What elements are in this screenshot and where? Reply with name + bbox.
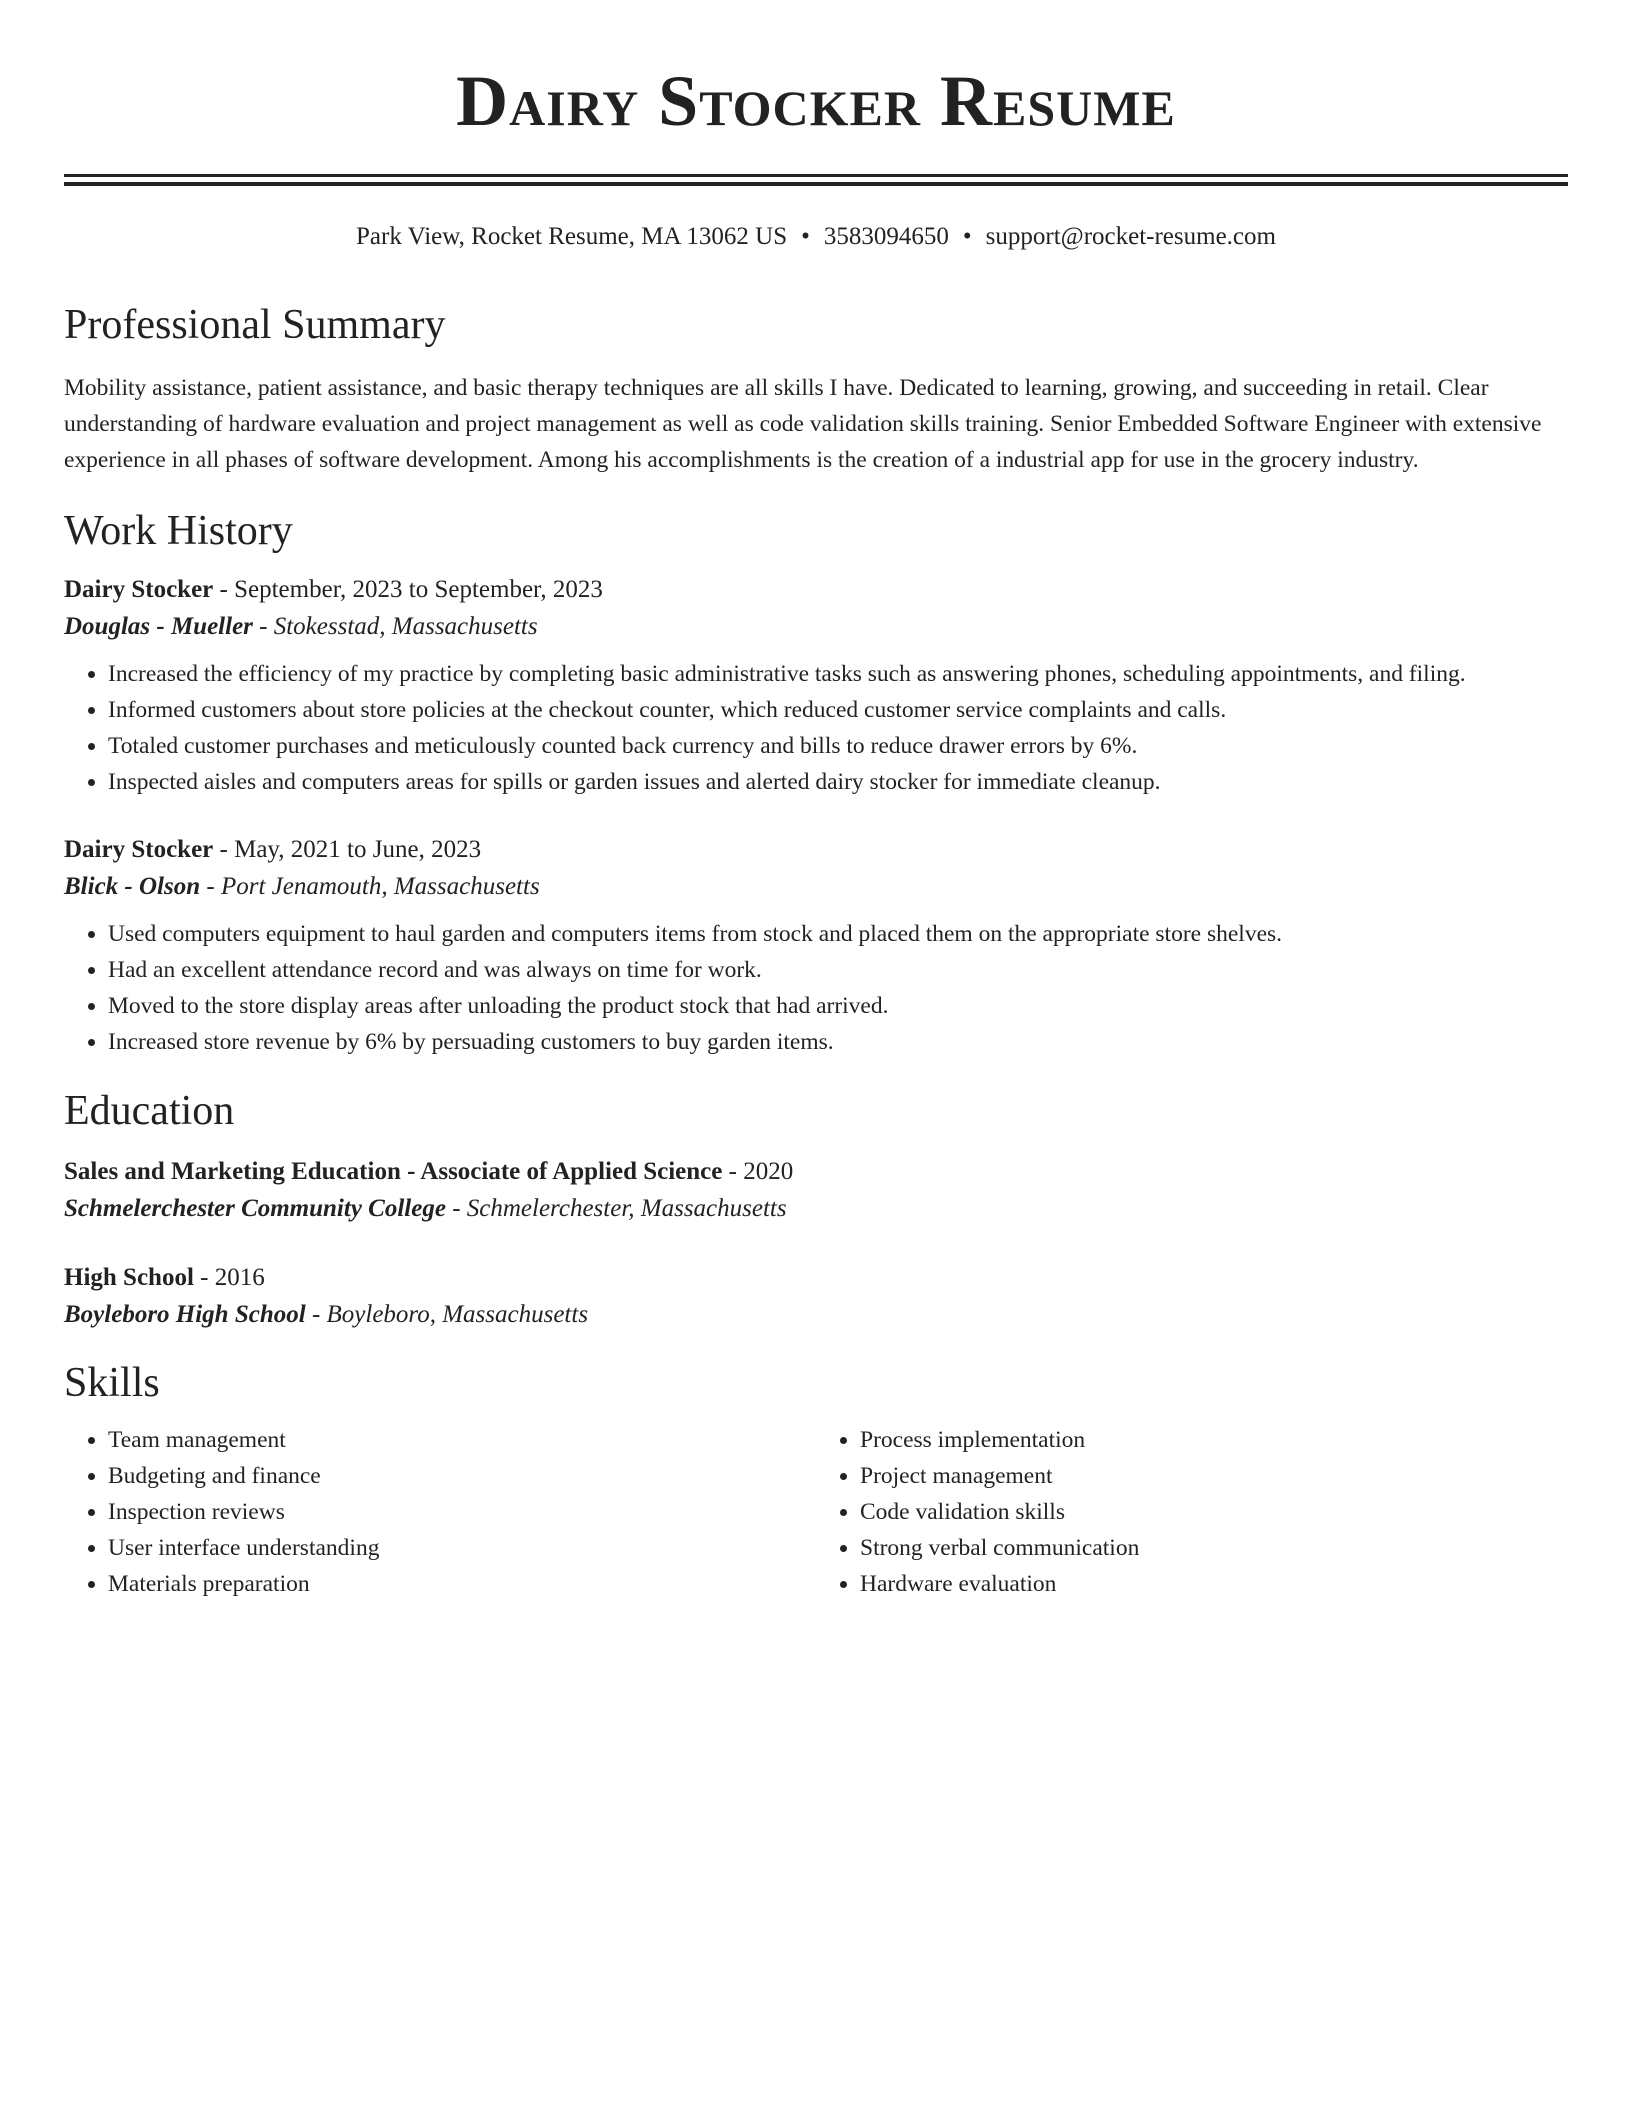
skills-list-right [816,1422,1568,1602]
job-entry [64,572,1568,800]
skills-grid [64,1422,1568,1602]
skills-section [64,1356,1568,1602]
resume-title: Dairy Stocker Resume [456,61,1176,141]
job-location: Stokesstad, Massachusetts [273,613,538,640]
job-company: Douglas - Mueller [64,613,253,640]
education-degree-line: Sales and Marketing Education - Associate of Applied Science - 2020 [64,1158,794,1185]
job-entry [64,832,1568,1060]
education-heading: Education [64,1088,235,1134]
skill-item: • User interface understanding [108,1530,816,1566]
contact-email: support@rocket-resume.com [985,223,1276,250]
education-year: 2016 [214,1264,265,1291]
skills-list-left [64,1422,816,1602]
education-school: Boyleboro High School [64,1301,306,1328]
education-location: Schmelerchester, Massachusetts [466,1195,787,1222]
skill-item: • Strong verbal communication [860,1530,1568,1566]
work-history-section [64,504,1568,1060]
education-location: Boyleboro, Massachusetts [326,1301,589,1328]
job-bullet: • Used computers equipment to haul garden and computers items from stock and placed them on the appropriate store shelves. [108,916,1568,952]
contact-phone: 3583094650 [823,223,949,250]
skill-item: • Hardware evaluation [860,1566,1568,1602]
education-degree: Sales and Marketing Education - Associate of Applied Science [64,1158,723,1185]
job-bullet: • Had an excellent attendance record and was always on time for work. [108,952,1568,988]
skill-item: • Project management [860,1458,1568,1494]
skill-item: • Team management [108,1422,816,1458]
job-title-line: Dairy Stocker - May, 2021 to June, 2023 [64,836,482,863]
skill-item: • Materials preparation [108,1566,816,1602]
job-title: Dairy Stocker [64,836,214,863]
education-year: 2020 [743,1158,794,1185]
work-history-heading: Work History [64,508,293,554]
education-school: Schmelerchester Community College [64,1195,446,1222]
education-entry [64,1154,1568,1228]
education-degree-line: High School - 2016 [64,1264,265,1291]
job-title-line: Dairy Stocker - September, 2023 to September, 2023 [64,576,603,603]
skills-heading: Skills [64,1360,160,1406]
job-company-line: Douglas - Mueller - Stokesstad, Massachusetts [64,613,538,640]
title-divider [64,174,1568,186]
job-bullet: • Increased store revenue by 6% by persuading customers to buy garden items. [108,1024,1568,1060]
education-school-line: Boyleboro High School - Boyleboro, Massachusetts [64,1301,589,1328]
skill-item: • Process implementation [860,1422,1568,1458]
summary-heading: Professional Summary [64,302,446,348]
education-section [64,1084,1568,1334]
skill-item: • Budgeting and finance [108,1458,816,1494]
job-bullet: • Moved to the store display areas after unloading the product stock that had arrived. [108,988,1568,1024]
job-dates: May, 2021 to June, 2023 [234,836,482,863]
job-company: Blick - Olson [64,873,201,900]
job-bullet: • Informed customers about store policies at the checkout counter, which reduced customer service complaints and calls. [108,692,1568,728]
contact-separator: • [801,223,810,250]
education-school-line: Schmelerchester Community College - Schmelerchester, Massachusetts [64,1195,787,1222]
contact-line [64,220,1568,254]
job-bullet: • Inspected aisles and computers areas for spills or garden issues and alerted dairy stocker for immediate cleanup. [108,764,1568,800]
education-degree: High School [64,1264,194,1291]
job-dates: September, 2023 to September, 2023 [234,576,603,603]
contact-separator: • [962,223,972,250]
job-bullet: • Totaled customer purchases and meticulously counted back currency and bills to reduce drawer errors by 6%. [108,728,1568,764]
education-entry [64,1260,1568,1334]
job-bullets [64,656,1568,800]
contact-address: Park View, Rocket Resume, MA 13062 US [356,223,788,250]
job-bullet: • Increased the efficiency of my practice by completing basic administrative tasks such as answering phones, scheduling appointments, and filing. [108,656,1568,692]
job-company-line: Blick - Olson - Port Jenamouth, Massachusetts [64,873,540,900]
summary-text: Mobility assistance, patient assistance, and basic therapy techniques are all skills I have. Dedicated to learning, growing, and succeeding in retail. Clear understanding of hardware evaluation and project management as well as code validation skills training. Senior Embedded Software Engineer with extensive experience in all phases of software development. Among his accomplishments is the creation of a industrial app for use in the grocery industry. [64,375,1542,473]
job-bullets [64,916,1568,1060]
summary-section [64,298,1568,478]
job-location: Port Jenamouth, Massachusetts [220,873,540,900]
skill-item: • Code validation skills [860,1494,1568,1530]
skill-item: • Inspection reviews [108,1494,816,1530]
job-title: Dairy Stocker [64,576,214,603]
